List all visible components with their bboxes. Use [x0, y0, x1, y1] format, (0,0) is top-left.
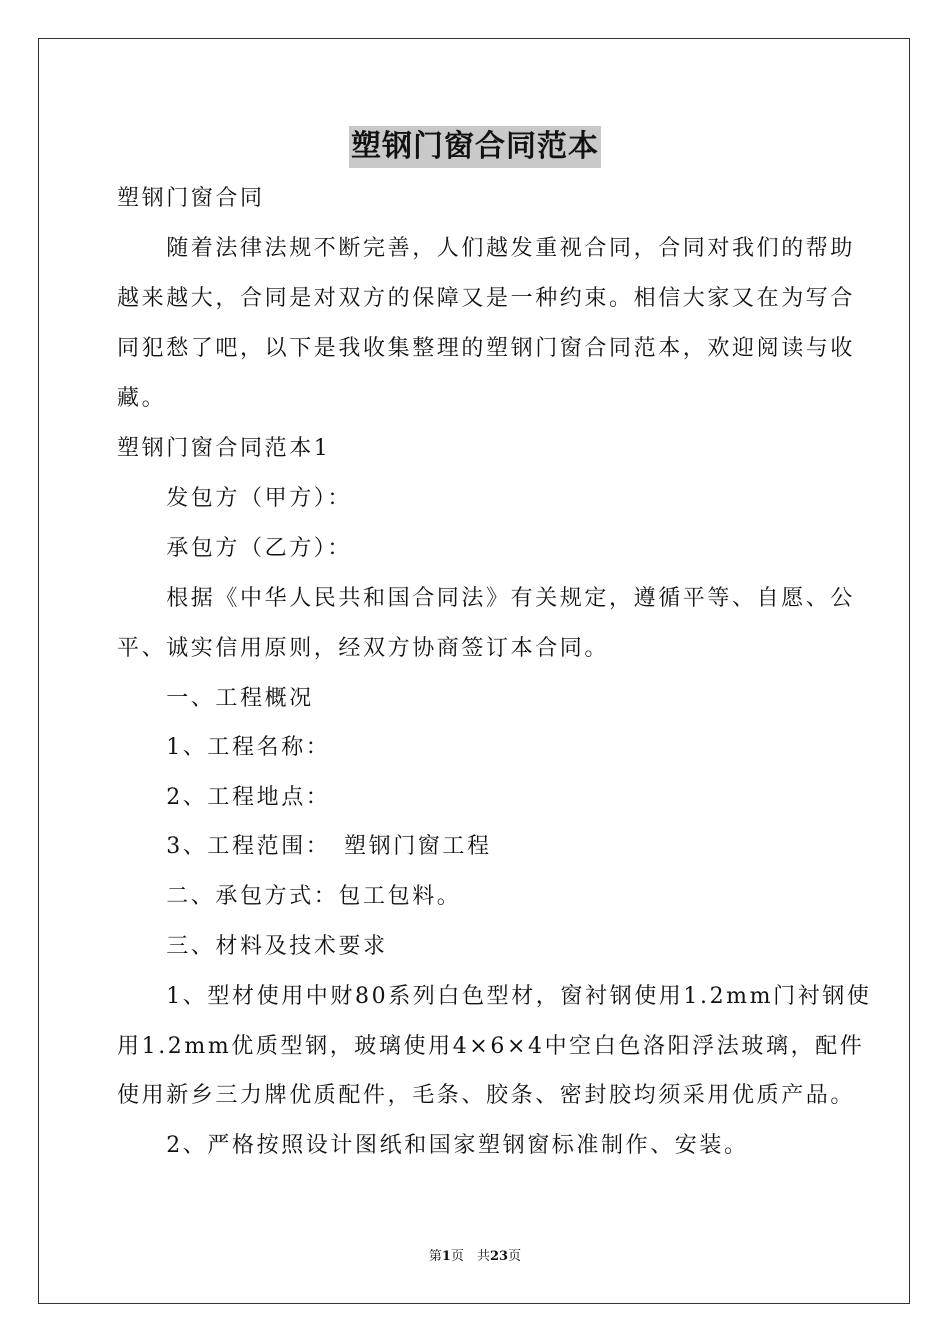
body-line: 2、工程地点： [117, 785, 331, 810]
body-line: 用1.2mm优质型钢，玻璃使用4×6×4中空白色洛阳浮法玻璃，配件 [117, 1034, 865, 1059]
body-line: 平、诚实信用原则，经双方协商签订本合同。 [117, 636, 610, 661]
page-footer [0, 1248, 950, 1266]
body-line: 藏。 [117, 386, 167, 411]
page-middle: 页 共 [450, 1249, 490, 1264]
body-line: 塑钢门窗合同 [117, 186, 265, 211]
body-line: 使用新乡三力牌优质配件，毛条、胶条、密封胶均须采用优质产品。 [117, 1083, 856, 1108]
body-line: 1、工程名称： [117, 735, 331, 760]
page-current: 1 [441, 1249, 451, 1264]
body-line: 1、型材使用中财80系列白色型材，窗衬钢使用1.2mm门衬钢使 [117, 984, 872, 1009]
body-line: 三、材料及技术要求 [117, 934, 388, 959]
body-line: 承包方（乙方）： [117, 536, 353, 561]
page-total: 23 [489, 1249, 509, 1264]
page-prefix: 第 [428, 1249, 442, 1264]
body-line: 3、工程范围： 塑钢门窗工程 [117, 834, 492, 859]
body-line: 发包方（甲方）： [117, 486, 353, 511]
page-border [38, 38, 910, 1304]
body-line: 同犯愁了吧，以下是我收集整理的塑钢门窗合同范本，欢迎阅读与收 [117, 336, 856, 361]
body-line: 二、承包方式：包工包料。 [117, 884, 462, 909]
body-line: 塑钢门窗合同范本1 [117, 436, 331, 461]
body-line: 一、工程概况 [117, 686, 314, 711]
body-line: 根据《中华人民共和国合同法》有关规定，遵循平等、自愿、公 [117, 586, 856, 611]
body-line: 2、严格按照设计图纸和国家塑钢窗标准制作、安装。 [117, 1133, 749, 1158]
page-suffix: 页 [508, 1249, 522, 1264]
body-line: 随着法律法规不断完善，人们越发重视合同，合同对我们的帮助 [117, 236, 856, 261]
body-line: 越来越大，合同是对双方的保障又是一种约束。相信大家又在为写合 [117, 286, 856, 311]
document-title: 塑钢门窗合同范本 [349, 126, 601, 168]
title-wrap [0, 126, 950, 168]
